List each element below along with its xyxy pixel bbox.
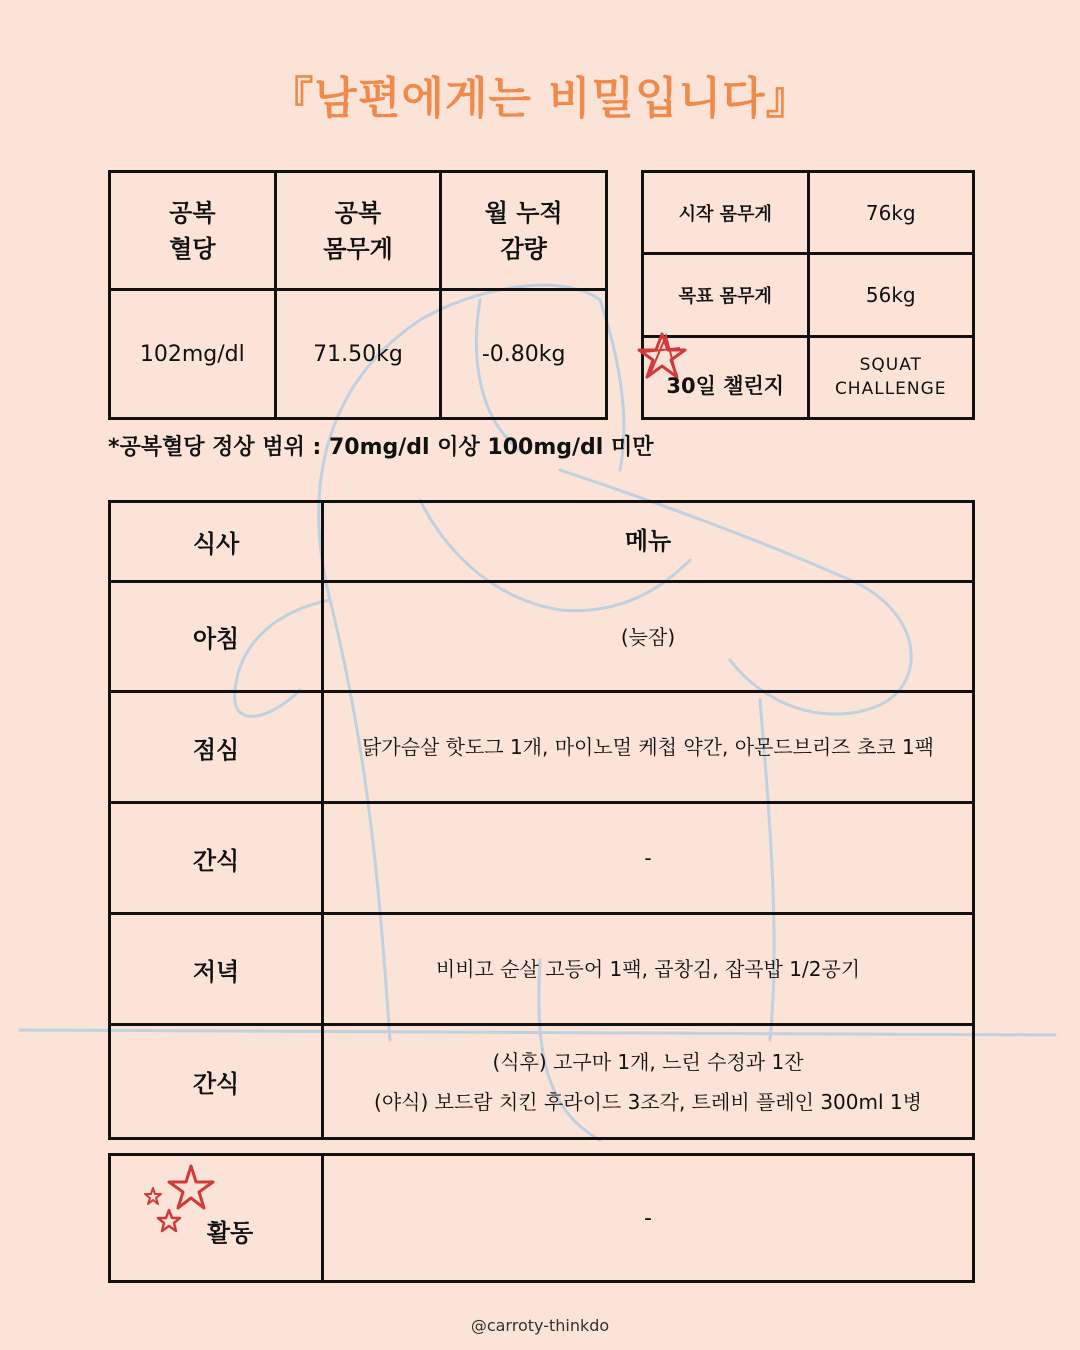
header-line: 월 누적 [484, 198, 563, 227]
meal-name: 아침 [110, 581, 323, 692]
monthly-loss-value: -0.80kg [441, 290, 607, 419]
meal-menu [323, 1025, 974, 1139]
meal-menu: - [323, 803, 974, 914]
challenge-label: 30일 챌린지 [666, 374, 785, 399]
meal-name: 간식 [110, 803, 323, 914]
meal-menu-line: (야식) 보드람 치킨 후라이드 3조각, 트레비 플레인 300ml 1병 [374, 1089, 922, 1114]
meal-menu: 닭가슴살 핫도그 1개, 마이노멀 케첩 약간, 아몬드브리즈 초코 1팩 [323, 692, 974, 803]
meal-name: 간식 [110, 1025, 323, 1139]
meal-menu-line: (식후) 고구마 1개, 느린 수정과 1잔 [492, 1049, 804, 1074]
header-line: 몸무게 [323, 234, 393, 263]
goal-weight-label: 목표 몸무게 [643, 254, 809, 336]
start-weight-value: 76kg [808, 172, 974, 254]
menu-header: 메뉴 [323, 502, 974, 582]
fasting-glucose-value: 102mg/dl [110, 290, 276, 419]
meal-header: 식사 [110, 502, 323, 582]
meal-table [108, 500, 975, 1140]
health-stats-table [108, 170, 608, 420]
page-title: 『남편에게는 비밀입니다』 [269, 73, 811, 124]
challenge-value [808, 336, 974, 418]
challenge-value-line: CHALLENGE [834, 379, 947, 400]
fasting-glucose-header [110, 172, 276, 290]
goal-weight-value: 56kg [808, 254, 974, 336]
author-handle: @carroty-thinkdo [470, 1316, 610, 1335]
activity-table [108, 1153, 975, 1283]
glucose-range-note: *공복혈당 정상 범위 : 70mg/dl 이상 100mg/dl 미만 [108, 435, 654, 460]
weight-goal-table [641, 170, 975, 420]
monthly-loss-header [441, 172, 607, 290]
meal-menu: (늦잠) [323, 581, 974, 692]
fasting-weight-header [275, 172, 441, 290]
activity-value: - [323, 1155, 974, 1282]
meal-menu: 비비고 순살 고등어 1팩, 곱창김, 잡곡밥 1/2공기 [323, 914, 974, 1025]
fasting-weight-value: 71.50kg [275, 290, 441, 419]
challenge-value-line: SQUAT [859, 355, 922, 376]
meal-name: 점심 [110, 692, 323, 803]
meal-name: 저녁 [110, 914, 323, 1025]
start-weight-label: 시작 몸무게 [643, 172, 809, 254]
header-line: 공복 [334, 198, 382, 227]
challenge-label-cell [643, 336, 809, 418]
header-line: 감량 [500, 234, 547, 263]
header-line: 공복 [169, 198, 216, 227]
activity-label: 활동 [206, 1218, 254, 1247]
activity-label-cell [110, 1155, 323, 1282]
header-line: 혈당 [169, 234, 216, 263]
